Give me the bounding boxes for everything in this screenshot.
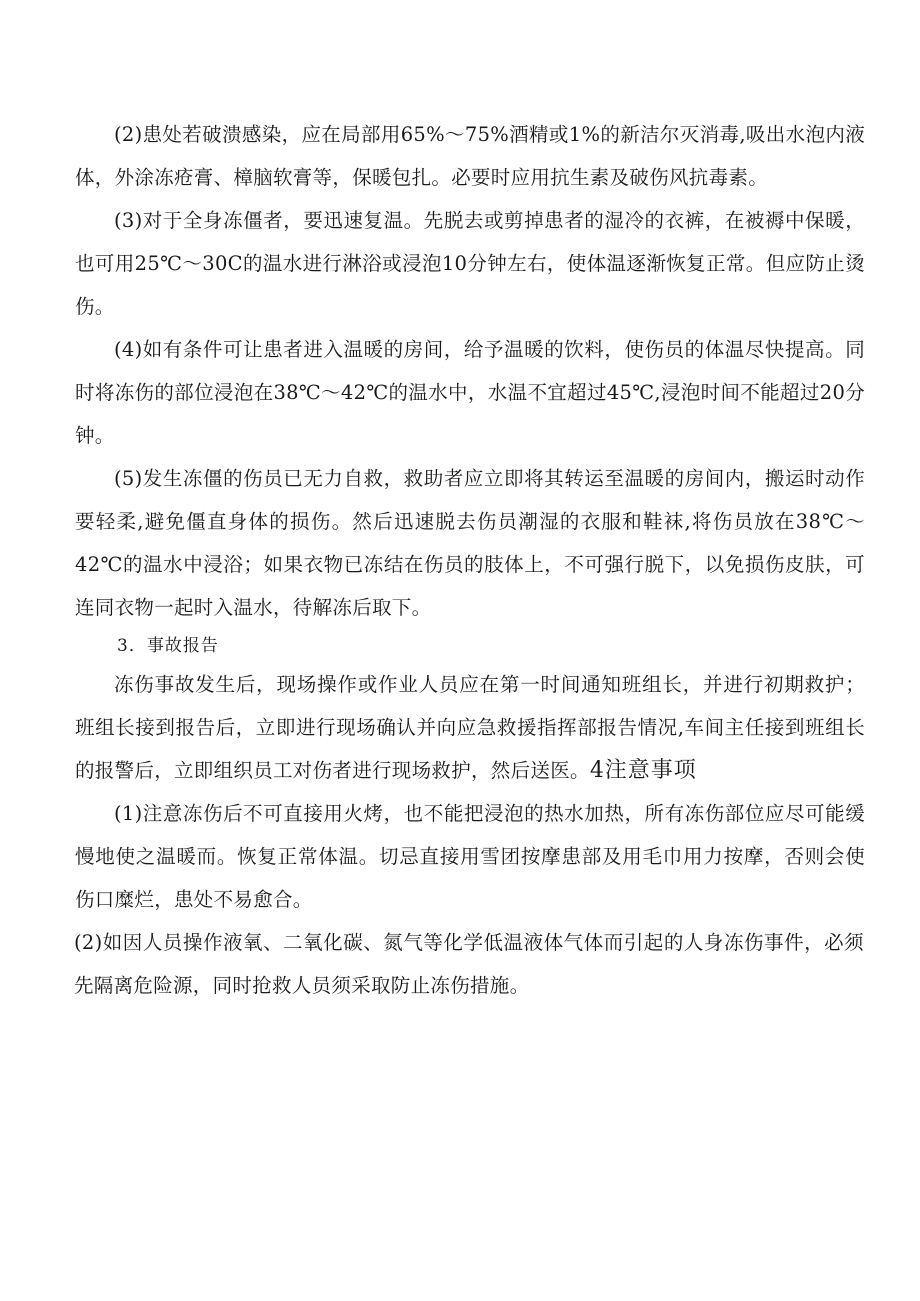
accident-report-text: 冻伤事故发生后，现场操作或作业人员应在第一时间通知班组长，并进行初期救护；班组长接到报告后，立即进行现场确认并向应急救援指挥部报告情况,车间主任接到班组长的报警后，立即组织员工对伤者进行现场救护，然后送医。 xyxy=(75,673,865,782)
paragraph-treatment-3: (3)对于全身冻僵者，要迅速复温。先脱去或剪掉患者的湿冷的衣裤，在被褥中保暖，也可用25℃～30C的温水进行淋浴或浸泡10分钟左右，使体温逐渐恢复正常。但应防止烫伤。 xyxy=(75,209,865,318)
paragraph-accident-report xyxy=(75,663,865,792)
paragraph-treatment-2: (2)患处若破溃感染，应在局部用65%～75%酒精或1%的新洁尔灭消毒,吸出水泡内液体，外涂冻疮膏、樟脑软膏等，保暖包扎。必要时应用抗生素及破伤风抗毒素。 xyxy=(75,123,865,189)
section-heading-precautions: 4注意事项 xyxy=(589,758,697,783)
paragraph-precaution-2: (2)如因人员操作液氧、二氧化碳、氮气等化学低温液体气体而引起的人身冻伤事件，必须先隔离危险源，同时抢救人员须采取防止冻伤措施。 xyxy=(74,931,864,997)
paragraph-precaution-1: (1)注意冻伤后不可直接用火烤，也不能把浸泡的热水加热，所有冻伤部位应尽可能缓慢地使之温暖而。恢复正常体温。切忌直接用雪团按摩患部及用毛巾用力按摩，否则会使伤口糜烂，患处不易愈合。 xyxy=(75,802,865,911)
paragraph-treatment-4: (4)如有条件可让患者进入温暖的房间，给予温暖的饮料，使伤员的体温尽快提高。同时将冻伤的部位浸泡在38℃～42℃的温水中，水温不宜超过45℃,浸泡时间不能超过20分钟。 xyxy=(75,338,865,447)
paragraph-treatment-5: (5)发生冻僵的伤员已无力自救，救助者应立即将其转运至温暖的房间内，搬运时动作要轻柔,避免僵直身体的损伤。然后迅速脱去伤员潮湿的衣服和鞋袜,将伤员放在38℃～42℃的温水中浸浴；如果衣物已冻结在伤员的肢体上，不可强行脱下，以免损伤皮肤，可连同衣物一起时入温水，待解冻后取下。 xyxy=(75,467,865,619)
section-heading-accident-report: 3．事故报告 xyxy=(117,636,219,656)
